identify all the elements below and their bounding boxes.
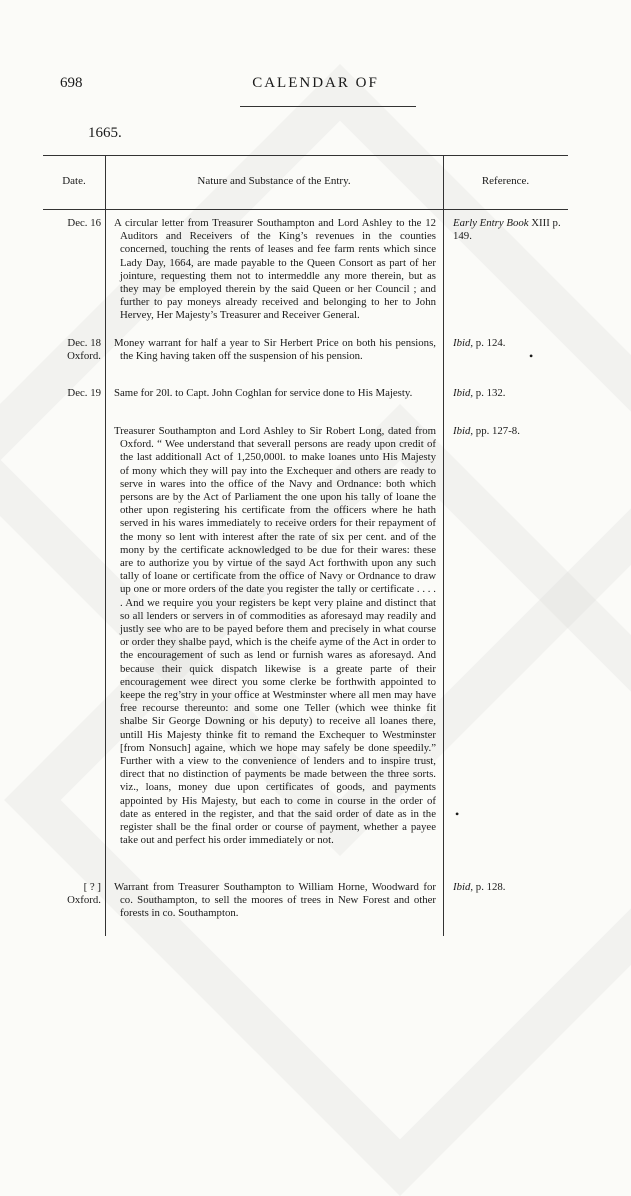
entry-reference [453,881,565,894]
page-number: 698 [60,75,83,91]
reference-page: XIII p. 149. [453,217,561,243]
calendar-table [43,155,568,936]
reference-source: Ibid [453,387,471,399]
entry-date: [ ? ] Oxford. [67,881,101,907]
column-divider [105,155,106,936]
table-top-rule [43,155,568,156]
entry-reference [453,217,565,243]
entry-text: Warrant from Treasurer Southampton to William Horne, Woodward for co. Southampton, to sell the moores of trees in New Forest and other forests in co. Southampton. [114,881,436,920]
ink-mark: • [455,807,460,821]
entry-text: Money warrant for half a year to Sir Herbert Price on both his pensions, the King having taken off the suspension of his pension. [114,337,436,363]
title-rule [240,106,416,107]
nature-column-header: Nature and Substance of the Entry. [197,175,351,187]
entry-date: Dec. 16 [67,217,101,229]
date-column-header: Date. [62,175,86,187]
entry-date: Dec. 19 [67,387,101,399]
entry-text: Same for 20l. to Capt. John Coghlan for service done to His Majesty. [114,387,413,399]
entry-date: Dec. 18 Oxford. [67,337,101,363]
year-heading: 1665. [88,125,122,141]
reference-source: Ibid [453,881,471,893]
running-title: CALENDAR OF [252,75,379,91]
column-divider [443,155,444,936]
reference-page: , p. 124. [470,337,506,349]
reference-column-header: Reference. [481,175,530,187]
reference-source: Ibid [453,425,471,437]
header-bottom-rule [43,209,568,210]
entry-reference [453,425,565,438]
entry-reference [453,337,565,350]
reference-source: Early Entry Book [453,217,529,229]
reference-page: , p. 128. [470,881,506,893]
reference-source: Ibid [453,337,471,349]
entry-text: Treasurer Southampton and Lord Ashley to Sir Robert Long, dated from Oxford. “ Wee understand that severall persons are ready upon credit of the last additionall Act of 1,250,000l. to make loanes unto His Majesty of mony which they will pay into the Exchequer and others are ready to serve in wares into the office of the Navy and Ordnance: both which persons are by the Act of Parliament the one upon his tally of loane the other upon registering his certificate from the officers where he hath served in his wares immediately to receive orders for their repayment of the mony so lent with interest after the rate of six per cent. and of the mony by the certificate acknowledged to be due for their wares: these are to authorize you by virtue of the sayd Act forthwith upon any such tally of loane or certificate from the office of Navy or Ordnance to draw up one or more orders of the date you register the tally or certificate . . . . . And we require you your registers be kept very plaine and distinct that so all lenders or servers in of commodities as aforesayd may readily and justly see who are to be payed before them and precisely in what course or order they shalbe payd, which is the cheife ayme of the Act in order to the encouragement of such as lend or furnish wares as aforesayd. And because their quick dispatch likewise is a greate parte of their encouragement wee direct you some clerke be forthwith appointed to keepe the reg’stry in your office at Westminster where all men may have free recourse thereunto: and some one Teller (which wee thinke fit shalbe Sir George Downing or his deputy) to receive all loanes there, untill His Majesty thinke fit to remand the Exchequer to Westminster [from Nonsuch] againe, which we hope may safely be done speedily.” Further with a view to the convenience of lenders and to inspire trust, direct that no distinction of payments be made between the three sorts. viz., loans, money due upon certificates of goods, and payments appointed by His Majesty, but each to come in course in the order of date as entered in the register, and that the said order of date as in the register shall be the final order or course of payment, whether a payee take out and perfect his order immediately or not. [114,425,436,847]
entry-text: A circular letter from Treasurer Southampton and Lord Ashley to the 12 Auditors and Receivers of the King’s revenues in the counties concerned, touching the rents of leases and fee farm rents which since Lady Day, 1664, are made payable to the Queen Consort as part of her jointure, requesting them not to intermeddle any more therein, but as they may be employed therein by the said Queen or her Council ; and further to pay moneys already received and belonging to her to John Hervey, Her Majesty’s Treasurer and Receiver General. [114,217,436,322]
reference-page: , p. 132. [470,387,506,399]
ink-mark: • [529,349,534,363]
entry-reference [453,387,565,400]
reference-page: , pp. 127-8. [470,425,520,437]
